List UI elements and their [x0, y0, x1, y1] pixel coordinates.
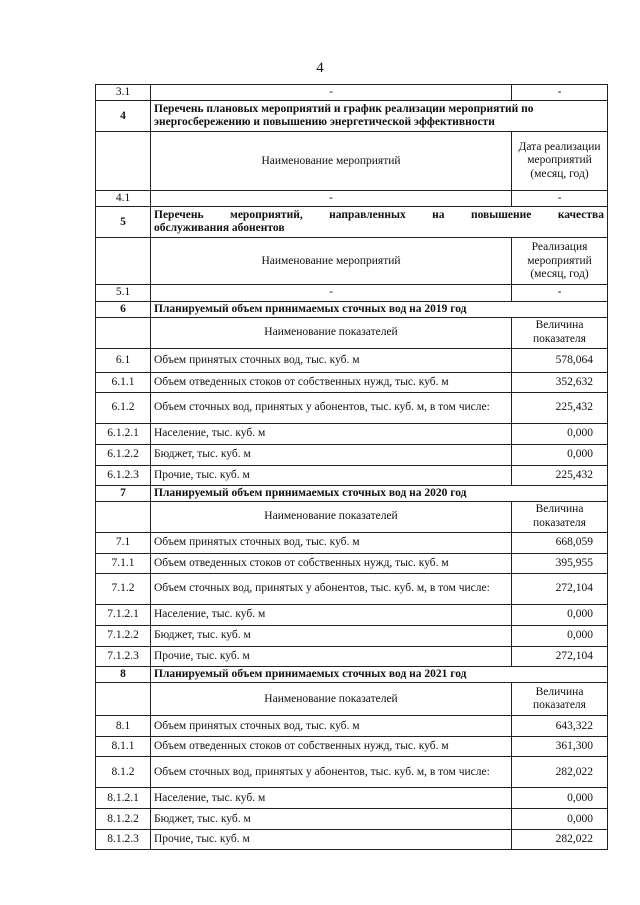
row-name: Бюджет, тыс. куб. м: [151, 809, 512, 830]
section-header: [96, 101, 608, 132]
row-number: 6.1.2: [96, 392, 151, 423]
table-row: [96, 348, 608, 372]
table-row: [96, 647, 608, 667]
empty-cell: [96, 317, 151, 348]
row-number: 5.1: [96, 285, 151, 301]
row-value: 0,000: [512, 444, 608, 465]
table-row: [96, 809, 608, 830]
column-header-row: [96, 238, 608, 285]
column-header-row: [96, 683, 608, 716]
section-title-line: энергосбережению и повышению энергетической эффективности: [154, 116, 495, 129]
row-value: 0,000: [512, 788, 608, 809]
table-row: [96, 465, 608, 485]
row-value: -: [512, 191, 608, 207]
section-title: Планируемый объем принимаемых сточных вод на 2019 год: [151, 301, 608, 317]
empty-cell: [96, 683, 151, 716]
row-value: 272,104: [512, 647, 608, 667]
table-row: [96, 605, 608, 626]
row-name: Прочие, тыс. куб. м: [151, 465, 512, 485]
row-value: 0,000: [512, 809, 608, 830]
document-table: [95, 84, 608, 850]
table-row: [96, 737, 608, 757]
row-name: Население, тыс. куб. м: [151, 423, 512, 444]
section-title: Планируемый объем принимаемых сточных вод на 2021 год: [151, 667, 608, 683]
row-name: -: [151, 285, 512, 301]
row-value: 0,000: [512, 605, 608, 626]
table-row: [96, 444, 608, 465]
row-name: -: [151, 191, 512, 207]
table-row: [96, 626, 608, 647]
row-number: 7.1.2.2: [96, 626, 151, 647]
row-name: Объем сточных вод, принятых у абонентов, тыс. куб. м, в том числе:: [151, 392, 512, 423]
table-row: [96, 574, 608, 605]
row-value: 643,322: [512, 716, 608, 737]
section-number: 8: [96, 667, 151, 683]
row-number: 8.1.2.2: [96, 809, 151, 830]
row-value: -: [512, 85, 608, 101]
column-header-row: [96, 132, 608, 191]
row-value: 282,022: [512, 830, 608, 850]
section-number: 5: [96, 207, 151, 238]
row-number: 8.1: [96, 716, 151, 737]
column-header-name: Наименование мероприятий: [151, 132, 512, 191]
row-name: Объем отведенных стоков от собственных нужд, тыс. куб. м: [151, 372, 512, 392]
row-name: -: [151, 85, 512, 101]
section-title: [151, 207, 608, 238]
section-header: [96, 301, 608, 317]
row-value: 578,064: [512, 348, 608, 372]
section-title-line: обслуживания абонентов: [154, 222, 285, 235]
row-name: Прочие, тыс. куб. м: [151, 830, 512, 850]
table-row: [96, 191, 608, 207]
table-row: [96, 285, 608, 301]
row-name: Бюджет, тыс. куб. м: [151, 626, 512, 647]
row-name: Объем принятых сточных вод, тыс. куб. м: [151, 533, 512, 554]
section-number: 6: [96, 301, 151, 317]
section-title: [151, 101, 608, 132]
row-name: Население, тыс. куб. м: [151, 605, 512, 626]
table-row: [96, 830, 608, 850]
row-name: Население, тыс. куб. м: [151, 788, 512, 809]
row-value: 225,432: [512, 465, 608, 485]
row-name: Бюджет, тыс. куб. м: [151, 444, 512, 465]
row-number: 7.1.2.1: [96, 605, 151, 626]
row-number: 7.1: [96, 533, 151, 554]
row-name: Объем принятых сточных вод, тыс. куб. м: [151, 716, 512, 737]
empty-cell: [96, 238, 151, 285]
row-value: 0,000: [512, 626, 608, 647]
row-number: 6.1.1: [96, 372, 151, 392]
table-row: [96, 85, 608, 101]
row-name: Объем принятых сточных вод, тыс. куб. м: [151, 348, 512, 372]
row-number: 8.1.1: [96, 737, 151, 757]
row-number: 8.1.2.3: [96, 830, 151, 850]
row-value: 352,632: [512, 372, 608, 392]
table-row: [96, 533, 608, 554]
row-number: 6.1.2.2: [96, 444, 151, 465]
row-number: 7.1.1: [96, 554, 151, 574]
table-row: [96, 554, 608, 574]
table-row: [96, 423, 608, 444]
column-header-value: Величина показателя: [512, 683, 608, 716]
column-header-name: Наименование показателей: [151, 317, 512, 348]
section-title-line: Перечень мероприятий, направленных на повышение качества: [154, 209, 604, 222]
row-value: -: [512, 285, 608, 301]
empty-cell: [96, 132, 151, 191]
row-number: 6.1.2.3: [96, 465, 151, 485]
section-title-line: Перечень плановых мероприятий и график реализации мероприятий по: [154, 103, 534, 115]
row-value: 282,022: [512, 757, 608, 788]
column-header-value: Величина показателя: [512, 502, 608, 533]
empty-cell: [96, 502, 151, 533]
row-value: 272,104: [512, 574, 608, 605]
row-value: 668,059: [512, 533, 608, 554]
column-header-row: [96, 502, 608, 533]
column-header-value: Реализация мероприятий (месяц, год): [512, 238, 608, 285]
row-number: 4.1: [96, 191, 151, 207]
section-header: [96, 485, 608, 501]
row-name: Объем отведенных стоков от собственных нужд, тыс. куб. м: [151, 737, 512, 757]
table-row: [96, 788, 608, 809]
section-title: Планируемый объем принимаемых сточных вод на 2020 год: [151, 485, 608, 501]
column-header-name: Наименование показателей: [151, 502, 512, 533]
row-value: 0,000: [512, 423, 608, 444]
row-name: Объем сточных вод, принятых у абонентов, тыс. куб. м, в том числе:: [151, 757, 512, 788]
table-row: [96, 757, 608, 788]
row-number: 6.1: [96, 348, 151, 372]
column-header-name: Наименование показателей: [151, 683, 512, 716]
row-name: Объем сточных вод, принятых у абонентов, тыс. куб. м, в том числе:: [151, 574, 512, 605]
table-row: [96, 716, 608, 737]
row-number: 8.1.2: [96, 757, 151, 788]
column-header-row: [96, 317, 608, 348]
row-number: 7.1.2: [96, 574, 151, 605]
row-name: Прочие, тыс. куб. м: [151, 647, 512, 667]
section-number: 7: [96, 485, 151, 501]
section-header: [96, 207, 608, 238]
row-number: 7.1.2.3: [96, 647, 151, 667]
row-value: 225,432: [512, 392, 608, 423]
row-number: 3.1: [96, 85, 151, 101]
row-number: 8.1.2.1: [96, 788, 151, 809]
row-name: Объем отведенных стоков от собственных нужд, тыс. куб. м: [151, 554, 512, 574]
table-row: [96, 372, 608, 392]
table-row: [96, 392, 608, 423]
row-value: 361,300: [512, 737, 608, 757]
section-header: [96, 667, 608, 683]
column-header-value: Величина показателя: [512, 317, 608, 348]
section-number: 4: [96, 101, 151, 132]
row-number: 6.1.2.1: [96, 423, 151, 444]
column-header-value: Дата реализации мероприятий (месяц, год): [512, 132, 608, 191]
row-value: 395,955: [512, 554, 608, 574]
page-number: 4: [316, 60, 324, 76]
column-header-name: Наименование мероприятий: [151, 238, 512, 285]
